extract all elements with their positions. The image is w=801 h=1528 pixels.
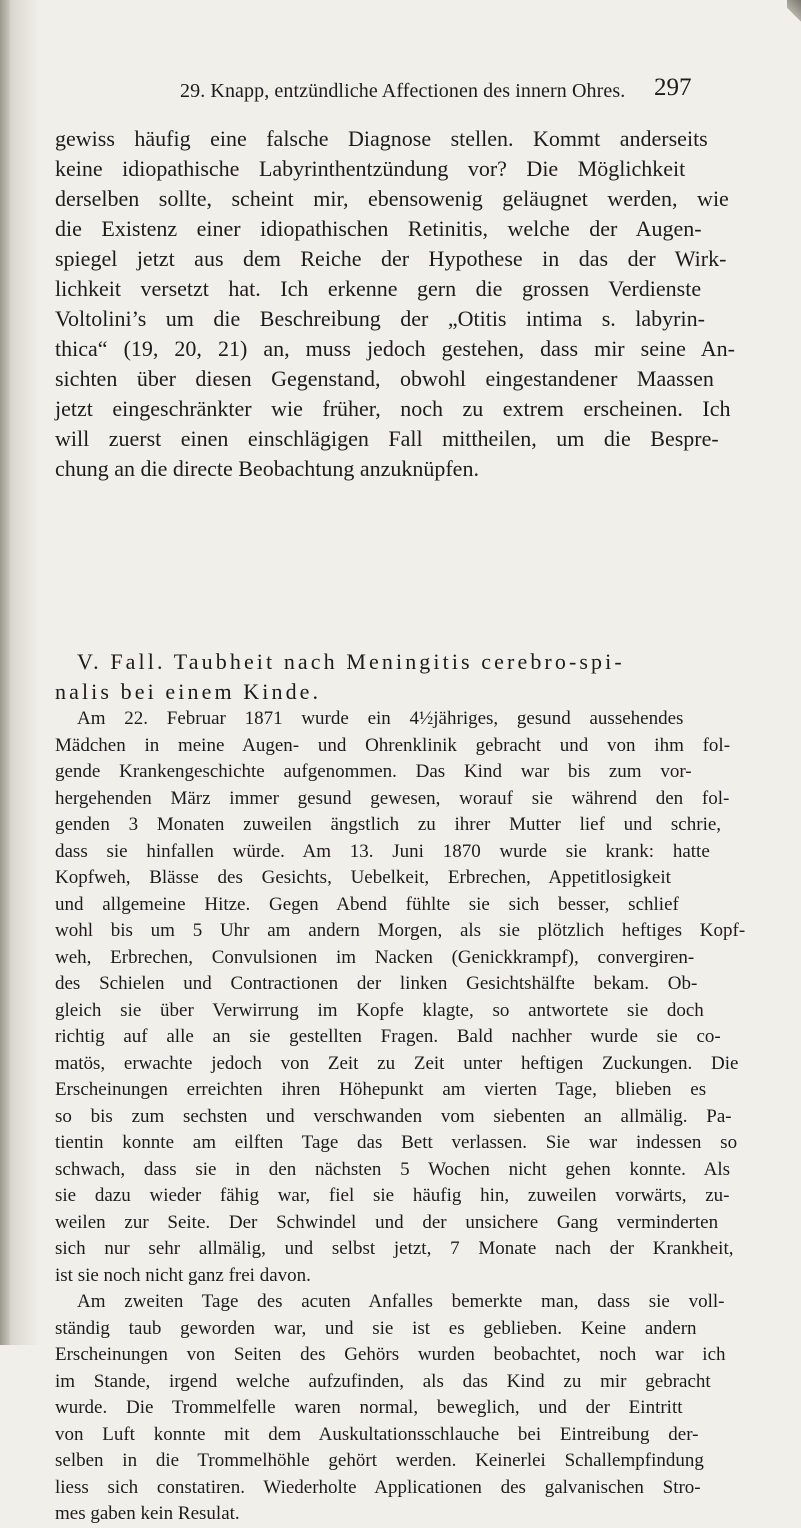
text-line: keine idiopathische Labyrinthentzündung vor? Die Möglichkeit [55, 156, 686, 181]
case-text-line: dass sie hinfallen würde. Am 13. Juni 1870 wurde sie krank: hatte [55, 840, 710, 862]
case-heading-line: nalis bei einem Kinde. [55, 679, 322, 704]
case-text-line: sich nur sehr allmälig, und selbst jetzt, 7 Monate nach der Krankheit, [55, 1238, 734, 1259]
case-text-line: wurde. Die Trommelfelle waren normal, beweglich, und der Eintritt [55, 1397, 683, 1418]
case-text-line: weh, Erbrechen, Convulsionen im Nacken (Genickkrampf), convergiren- [55, 946, 695, 968]
text-line: jetzt eingeschränkter wie früher, noch zu extrem erscheinen. Ich [55, 396, 731, 421]
case-text-line: Am zweiten Tage des acuten Anfalles bemerkte man, dass sie voll- [77, 1291, 725, 1312]
text-line: will zuerst einen einschlägigen Fall mittheilen, um die Bespre- [55, 426, 719, 451]
text-line: die Existenz einer idiopathischen Retinitis, welche der Augen- [55, 216, 702, 241]
text-line: sichten über diesen Gegenstand, obwohl eingestandener Maassen [55, 366, 714, 391]
case-text-line: schwach, dass sie in den nächsten 5 Wochen nicht gehen konnte. Als [55, 1158, 731, 1180]
text-line: derselben sollte, scheint mir, ebensowenig geläugnet werden, wie [55, 186, 729, 211]
case-report [55, 706, 745, 1528]
case-text-line: Erscheinungen erreichten ihren Höhepunkt am vierten Tage, blieben es [55, 1079, 707, 1100]
case-text-line: hergehenden März immer gesund gewesen, worauf sie während den fol- [55, 787, 730, 809]
text-line: chung an die directe Beobachtung anzuknüpfen. [55, 456, 479, 481]
running-header [0, 74, 801, 114]
text-line: thica“ (19, 20, 21) an, muss jedoch gestehen, dass mir seine An- [55, 336, 735, 361]
case-text-line: wohl bis um 5 Uhr am andern Morgen, als sie plötzlich heftiges Kopf- [55, 920, 746, 941]
case-text-line: matös, erwachte jedoch von Zeit zu Zeit unter heftigen Zuckungen. Die [55, 1052, 739, 1074]
case-text-line: liess sich constatiren. Wiederholte Applicationen des galvanischen Stro- [55, 1476, 701, 1498]
case-text-line: Kopfweh, Blässe des Gesichts, Uebelkeit, Erbrechen, Appetitlosigkeit [55, 867, 671, 888]
case-text-line: sie dazu wieder fähig war, fiel sie häufig hin, zuweilen vorwärts, zu- [55, 1185, 730, 1206]
case-heading [55, 647, 735, 707]
case-text-line: von Luft konnte mit dem Auskultationsschlauche bei Eintreibung der- [55, 1423, 699, 1445]
case-text-line: Mädchen in meine Augen- und Ohrenklinik gebracht und von ihm fol- [55, 734, 731, 756]
case-text-line: Erscheinungen von Seiten des Gehörs wurden beobachtet, noch war ich [55, 1344, 726, 1365]
text-line: Voltolini’s um die Beschreibung der „Otitis intima s. labyrin- [55, 306, 705, 331]
case-text-line: tientin konnte am eilften Tage das Bett verlassen. Sie war indessen so [55, 1132, 738, 1153]
intro-paragraph [55, 124, 735, 484]
case-text-line: des Schielen und Contractionen der linken Gesichtshälfte bekam. Ob- [55, 973, 698, 994]
text-line: spiegel jetzt aus dem Reiche der Hypothese in das der Wirk- [55, 246, 727, 271]
case-text-line: gleich sie über Verwirrung im Kopfe klagte, so antwortete sie doch [55, 999, 704, 1021]
case-text-line: weilen zur Seite. Der Schwindel und der unsichere Gang verminderten [55, 1211, 719, 1233]
case-text-line: selben in die Trommelhöhle gehört werden. Keinerlei Schallempfindung [55, 1450, 704, 1471]
text-line: lichkeit versetzt hat. Ich erkenne gern die grossen Verdienste [55, 276, 702, 301]
case-text-line: mes gaben kein Resulat. [55, 1503, 240, 1524]
case-text-line: Am 22. Februar 1871 wurde ein 4½jähriges, gesund aussehendes [77, 708, 684, 729]
text-line: gewiss häufig eine falsche Diagnose stellen. Kommt anderseits [55, 126, 708, 151]
case-text-line: gende Krankengeschichte aufgenommen. Das Kind war bis zum vor- [55, 761, 692, 782]
case-text-line: und allgemeine Hitze. Gegen Abend fühlte sie sich besser, schlief [55, 893, 679, 915]
running-title: 29. Knapp, entzündliche Affectionen des innern Ohres. [180, 80, 626, 102]
page-number: 297 [654, 74, 692, 101]
page-corner [787, 0, 801, 22]
case-heading-line: V. Fall. Taubheit nach Meningitis cerebro-spi- [77, 649, 625, 674]
case-text-line: ständig taub geworden war, und sie ist es geblieben. Keine andern [55, 1317, 697, 1339]
case-text-line: im Stande, irgend welche aufzufinden, als das Kind zu mir gebracht [55, 1370, 711, 1392]
case-text-line: genden 3 Monaten zuweilen ängstlich zu ihrer Mutter lief und schrie, [55, 814, 722, 835]
page-edge [0, 0, 10, 1345]
case-text-line: ist sie noch nicht ganz frei davon. [55, 1264, 311, 1286]
case-text-line: richtig auf alle an sie gestellten Fragen. Bald nachher wurde sie co- [55, 1026, 721, 1047]
case-text-line: so bis zum sechsten und verschwanden vom siebenten an allmälig. Pa- [55, 1105, 732, 1127]
